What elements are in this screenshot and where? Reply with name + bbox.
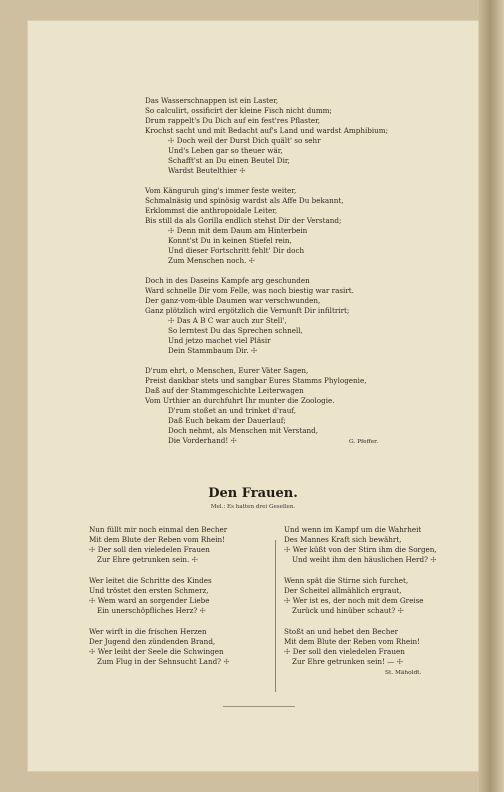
- poem-line: ☩ Das A B C war auch zur Stell',: [168, 316, 287, 325]
- poem-line: ☩ Der soll den vieledelen Frauen: [284, 647, 405, 656]
- poem-line: Stoßt an und hebet den Becher: [284, 627, 399, 636]
- poem-line: Das Wasserschnappen ist ein Laster,: [145, 96, 279, 105]
- poem-line: Und wenn im Kampf um die Wahrheit: [284, 525, 422, 534]
- poem-line: Ganz plötzlich wird ergötzlich die Vernunft Dir infiltrirt;: [145, 306, 350, 315]
- poem-line: Der Scheitel allmählich ergraut,: [284, 586, 402, 595]
- poem-line: Doch in des Daseins Kampfe arg geschunden: [145, 276, 310, 285]
- poem-line: Ward schnelle Dir vom Felle, was noch biestig war rasirt.: [145, 286, 354, 295]
- poem-line: ☩ Der soll den vieledelen Frauen: [89, 545, 210, 554]
- poem-line: Schafft'st an Du einen Beutel Dir,: [168, 156, 290, 165]
- poem-line: Vom Känguruh ging's immer feste weiter,: [145, 186, 297, 195]
- poem-line: Zum Flug in der Sehnsucht Land? ☩: [97, 657, 230, 666]
- poem-line: D'rum ehrt, o Menschen, Eurer Väter Sagen,: [145, 366, 309, 375]
- poem2-title: Den Frauen.: [208, 486, 298, 501]
- poem-line: Die Vorderhand! ☩: [168, 436, 237, 445]
- poem-line: So lerntest Du das Sprechen schnell,: [168, 326, 303, 335]
- poem-line: Wardst Beutelthier ☩: [168, 166, 246, 175]
- poem-line: Preist dankbar stets und sangbar Eures Stamms Phylogenie,: [145, 376, 367, 385]
- poem-line: Vom Urthier an durchfuhrt Ihr munter die Zoologie.: [145, 396, 335, 405]
- poem-line: Zurück und hinüber schaut? ☩: [292, 606, 404, 615]
- poem-line: Krochst sacht und mit Bedacht auf's Land und wardst Amphibium;: [145, 126, 389, 135]
- poem-line: Wenn spät die Stirne sich furchet,: [284, 576, 409, 585]
- closing-rule: [223, 706, 295, 707]
- page: [27, 20, 479, 772]
- poem-line: Daß auf der Stammgeschichte Leiterwagen: [145, 386, 304, 395]
- poem-line: D'rum stoßet an und trinket d'rauf,: [168, 406, 297, 415]
- poem-line: ☩ Denn mit dem Daum am Hinterbein: [168, 226, 308, 235]
- poem-line: Zur Ehre getrunken sein! — ☩: [292, 657, 404, 666]
- poem-line: Und dieser Fortschritt fehlt' Dir doch: [168, 246, 305, 255]
- poem-line: Dein Stammbaum Dir. ☩: [168, 346, 258, 355]
- poem2-melody: Mel.: Es hatten drei Gesellen.: [210, 504, 296, 510]
- poem-line: Zur Ehre getrunken sein. ☩: [97, 555, 199, 564]
- poem-line: Mit dem Blute der Reben vom Rhein!: [284, 637, 421, 646]
- poem-line: Des Mannes Kraft sich bewährt,: [284, 535, 402, 544]
- column-divider: [275, 540, 276, 692]
- book-spine: [479, 0, 504, 792]
- poem-line: Doch nehmt, als Menschen mit Verstand,: [168, 426, 319, 435]
- poem-line: Mit dem Blute der Reben vom Rhein!: [89, 535, 226, 544]
- poem2-signature: St. Mäholdt.: [385, 670, 422, 676]
- poem-line: Der Jugend den zündenden Brand,: [89, 637, 216, 646]
- poem-line: Nun füllt mir noch einmal den Becher: [89, 525, 228, 534]
- poem-line: Und's Leben gar so theuer wär,: [168, 146, 283, 155]
- poem-line: Und tröstet den ersten Schmerz,: [89, 586, 209, 595]
- poem-line: ☩ Wer küßt von der Stirn ihm die Sorgen,: [284, 545, 437, 554]
- poem-line: ☩ Wer ist es, der noch mit dem Greise: [284, 596, 424, 605]
- poem-line: Bis still da als Gorilla endlich stehst Dir der Verstand;: [145, 216, 342, 225]
- poem-line: Schmalnäsig und spinösig wardst als Affe Du bekannt,: [145, 196, 344, 205]
- poem-line: Der ganz-vom-üble Daumen war verschwunden,: [145, 296, 321, 305]
- poem-line: So calculirt, ossificirt der kleine Fisch nicht dumm;: [145, 106, 332, 115]
- poem-line: ☩ Doch weil der Durst Dich quält' so sehr: [168, 136, 321, 145]
- poem-line: Erklommst die anthropoidale Leiter,: [145, 206, 278, 215]
- poem-line: Und jetzo machet viel Pläsir: [168, 336, 271, 345]
- poem-line: Daß Euch bekam der Dauerlauf;: [168, 416, 286, 425]
- poem1-signature: G. Pfeffer.: [349, 439, 379, 445]
- poem-line: Wer wirft in die frischen Herzen: [89, 627, 207, 636]
- poem-line: Und weiht ihm den häuslichen Herd? ☩: [292, 555, 437, 564]
- poem-line: Wer leitet die Schritte des Kindes: [89, 576, 212, 585]
- poem-line: ☩ Wer leiht der Seele die Schwingen: [89, 647, 224, 656]
- poem-line: Konnt'st Du in keinen Stiefel rein,: [168, 236, 292, 245]
- poem-line: ☩ Wem ward an sorgender Liebe: [89, 596, 210, 605]
- poem-line: Zum Menschen noch. ☩: [168, 256, 256, 265]
- poem-line: Ein unerschöpfliches Herz? ☩: [97, 606, 206, 615]
- poem-line: Drum rappelt's Du Dich auf ein fest'res Pflaster,: [145, 116, 321, 125]
